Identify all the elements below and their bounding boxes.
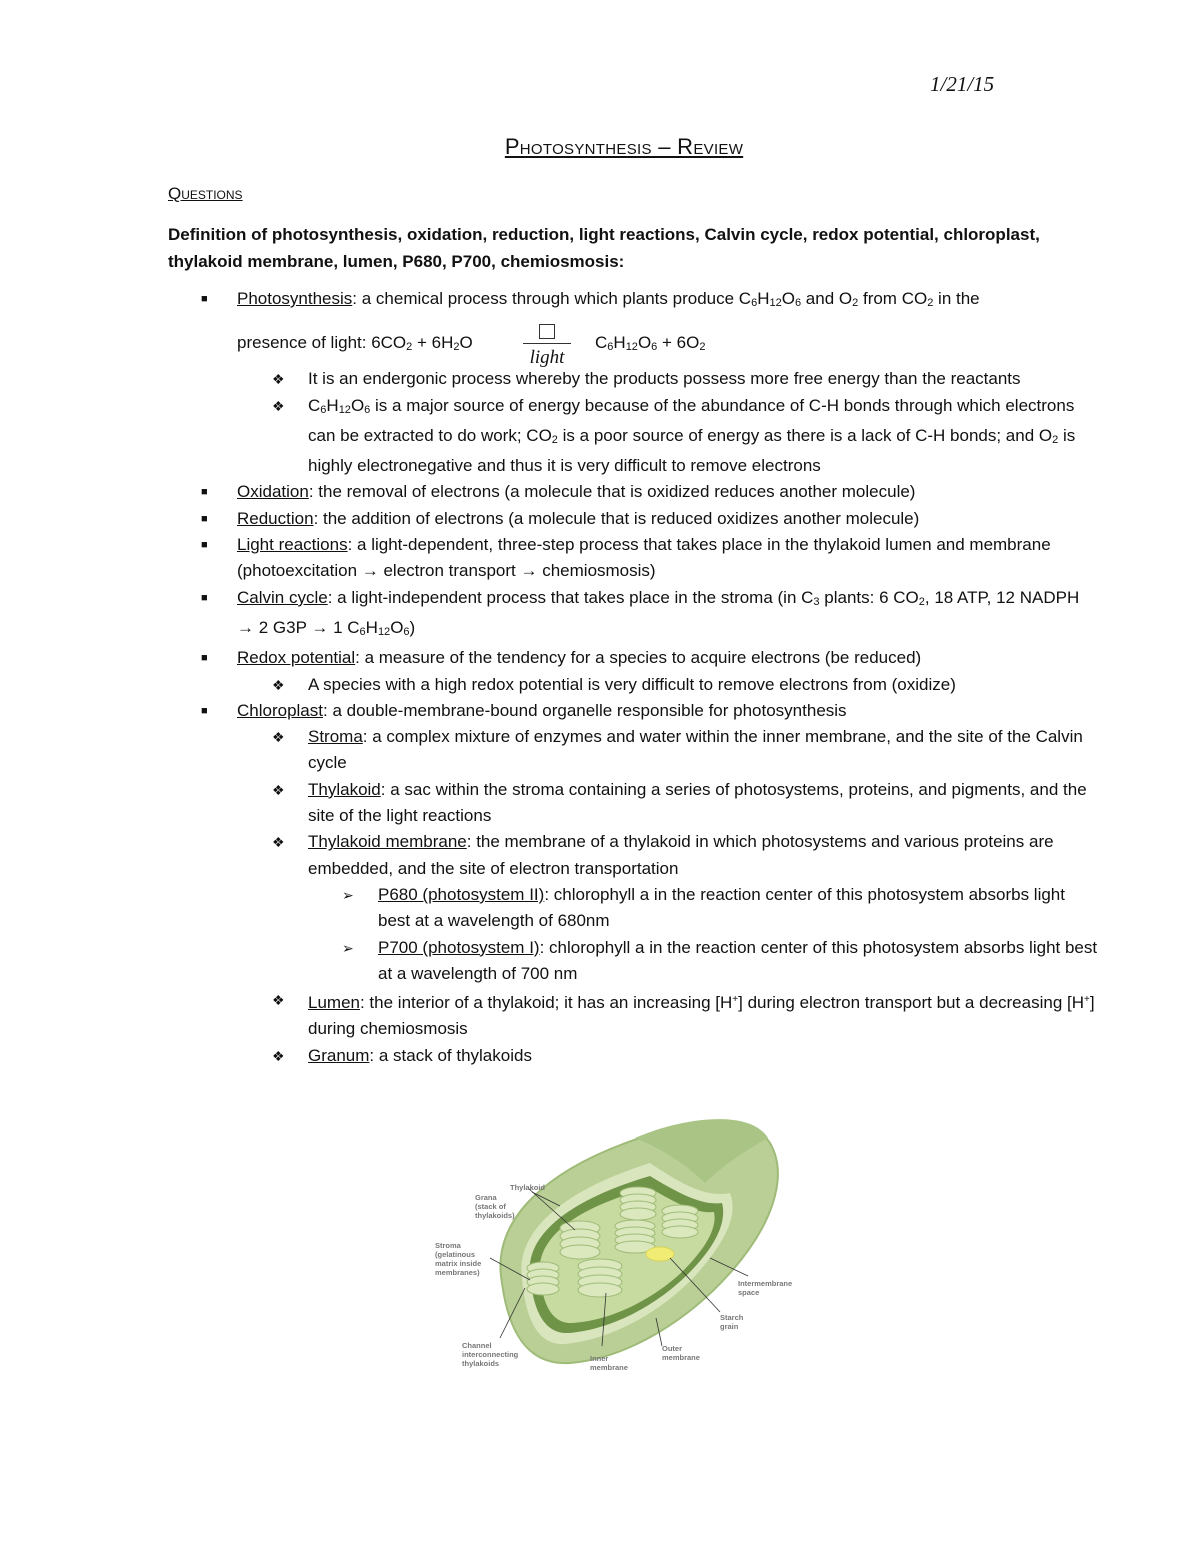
granum-stack [662,1205,698,1238]
label-inner-membrane: Inner [590,1354,609,1363]
document-title: Photosynthesis – Review [504,134,744,159]
label-grana: thylakoids) [475,1211,515,1220]
square-bullet-icon: ■ [201,591,208,604]
formula-glucose: $C_6H_{12}O_6$ [347,617,410,638]
document-date: 1/21/15 [930,72,995,96]
equation-arrow [523,316,571,371]
term-reduction: Reduction [237,508,314,528]
granum-stack [620,1187,656,1220]
chloroplast-diagram [430,1108,820,1378]
label-stroma: membranes) [435,1268,480,1277]
granum-stack [527,1262,559,1295]
square-bullet-icon: ■ [201,293,208,305]
label-intermembrane: Intermembrane [738,1279,793,1288]
square-bullet-icon: ■ [201,704,208,717]
diamond-bullet-icon: ❖ [272,992,285,1009]
term-p680: P680 (photosystem II) [378,884,545,904]
term-thylakoid-membrane: Thylakoid membrane [308,832,467,852]
label-stroma: (gelatinous [435,1250,476,1259]
diamond-bullet-icon: ❖ [272,781,285,798]
term-p700: P700 (photosystem I) [378,937,540,957]
list-item-calvin-cycle: ■ Calvin cycle: a light-independent process that takes place in the stroma (in $C_3$ plants: 6 $CO_2$, 18 ATP, 12 NADPH → 2 G3P → 1 $C_6H_{12}O_6$) [168,585,1098,646]
square-bullet-icon: ■ [201,652,208,665]
list-subitem-stroma: ❖ Stroma: a complex mixture of enzymes and water within the inner membrane, and the site of the Calvin cycle [168,724,1098,777]
list-subitem-lumen: ❖ Lumen: the interior of a thylakoid; it has an increasing [H+] during electron transport but a decreasing [H+] during chemiosmosis [168,987,1098,1043]
label-grana: (stack of [475,1202,506,1211]
formula-co2: $CO_2$ [901,289,934,309]
diamond-bullet-icon: ❖ [272,729,285,746]
arrow-icon: → [237,617,254,637]
chloroplast-svg [430,1108,820,1378]
definition-text: from [858,289,902,308]
equation-reactants: presence of light: $6CO_2 + 6H_2O$ [237,333,473,354]
granum-stack [560,1221,600,1259]
term-photosynthesis: Photosynthesis [237,289,353,308]
placeholder-box-icon [539,324,555,339]
diamond-bullet-icon: ❖ [272,834,285,851]
label-channel: Channel [462,1341,492,1350]
label-starch: grain [720,1322,739,1331]
term-oxidation: Oxidation [237,482,309,502]
list-subitem-redox: ❖ A species with a high redox potential is very difficult to remove electrons from (oxidize) [168,672,1098,698]
definition-text: and [801,289,839,308]
definition-text: : a chemical process through which plants produce [352,289,739,308]
list-subitem-energy-source: ❖ $C_6H_{12}O_6$ is a major source of energy because of the abundance of C-H bonds through which electrons can be extracted to do work; $CO_2$ is a poor source of energy as there is a lack of C-H bonds; and $O_2$ is highly electronegative and thus it is very difficult to remove electrons [168,393,1098,480]
list-subitem-endergonic: ❖ It is an endergonic process whereby the products possess more free energy than the reactants [168,366,1098,392]
term-thylakoid: Thylakoid [308,779,381,799]
list-item-redox-potential: ■ Redox potential: a measure of the tendency for a species to acquire electrons (be reduced) [168,645,1098,671]
term-granum: Granum [308,1045,370,1065]
arrow-icon: → [361,561,379,581]
formula-glucose: $C_6H_{12}O_6$ [738,289,802,309]
equation-condition: light [529,347,565,369]
label-channel: interconnecting [462,1350,519,1359]
starch-grain-shape [646,1247,674,1261]
list-subitem-thylakoid-membrane: ❖ Thylakoid membrane: the membrane of a thylakoid in which photosystems and various proteins are embedded, and the site of electron transportation [168,829,1098,882]
equation-products: $C_6H_{12}O_6 + 6O_2$ [595,333,706,354]
list-subitem-granum: ❖ Granum: a stack of thylakoids [168,1043,1098,1069]
arrowhead-bullet-icon: ➢ [342,886,354,903]
formula-glucose: $C_6H_{12}O_6$ [308,395,371,416]
label-intermembrane: space [738,1288,760,1297]
arrow-icon: → [311,617,329,637]
definition-text: in the [933,289,980,308]
list-subitem-p700: ➢ P700 (photosystem I): chlorophyll a in the reaction center of this photosystem absorbs light best at a wavelength of 700 nm [168,935,1098,988]
arrow-icon: → [520,561,538,581]
label-outer-membrane: Outer [662,1344,683,1353]
term-stroma: Stroma [308,727,363,747]
label-stroma: Stroma [435,1241,461,1250]
section-heading: Questions [168,184,243,203]
label-stroma: matrix inside [435,1259,482,1268]
list-item-chloroplast: ■ Chloroplast: a double-membrane-bound organelle responsible for photosynthesis [168,698,1098,724]
definitions-prompt: Definition of photosynthesis, oxidation, reduction, light reactions, Calvin cycle, redox potential, chloroplast, thylakoid membrane, lumen, P680, P700, chemiosmosis: [168,225,1040,271]
term-light-reactions: Light reactions [237,535,348,555]
label-grana: Grana [475,1193,497,1202]
label-inner-membrane: membrane [590,1363,628,1372]
diamond-bullet-icon: ❖ [272,371,285,388]
diamond-bullet-icon: ❖ [272,1047,285,1064]
term-lumen: Lumen [308,993,360,1013]
term-chloroplast: Chloroplast [237,700,323,720]
label-outer-membrane: membrane [662,1353,700,1362]
list-item-light-reactions: ■ Light reactions: a light-dependent, three-step process that takes place in the thylakoid lumen and membrane (photoexcitation → electron transport → chemiosmosis) [168,532,1098,585]
granum-stack [615,1220,655,1253]
photosynthesis-equation [168,316,1098,369]
definitions-list [168,286,1098,1069]
granum-stack [578,1259,622,1297]
list-item-reduction: ■ Reduction: the addition of electrons (a molecule that is reduced oxidizes another molecule) [168,506,1098,532]
square-bullet-icon: ■ [201,512,208,525]
formula-o2: $O_2$ [838,289,859,309]
label-channel: thylakoids [462,1359,500,1368]
label-thylakoid: Thylakoid [510,1183,546,1192]
list-subitem-p680: ➢ P680 (photosystem II): chlorophyll a in the reaction center of this photosystem absorbs light best at a wavelength of 680nm [168,882,1098,935]
diamond-bullet-icon: ❖ [272,397,285,414]
arrowhead-bullet-icon: ➢ [342,939,354,956]
list-item-photosynthesis [168,286,1098,316]
label-starch: Starch [720,1313,744,1322]
square-bullet-icon: ■ [201,486,208,499]
square-bullet-icon: ■ [201,539,208,552]
list-item-oxidation: ■ Oxidation: the removal of electrons (a molecule that is oxidized reduces another molecule) [168,479,1098,505]
diamond-bullet-icon: ❖ [272,676,285,693]
term-redox-potential: Redox potential [237,648,356,668]
list-subitem-thylakoid: ❖ Thylakoid: a sac within the stroma containing a series of photosystems, proteins, and pigments, and the site of the light reactions [168,777,1098,830]
term-calvin-cycle: Calvin cycle [237,587,328,607]
